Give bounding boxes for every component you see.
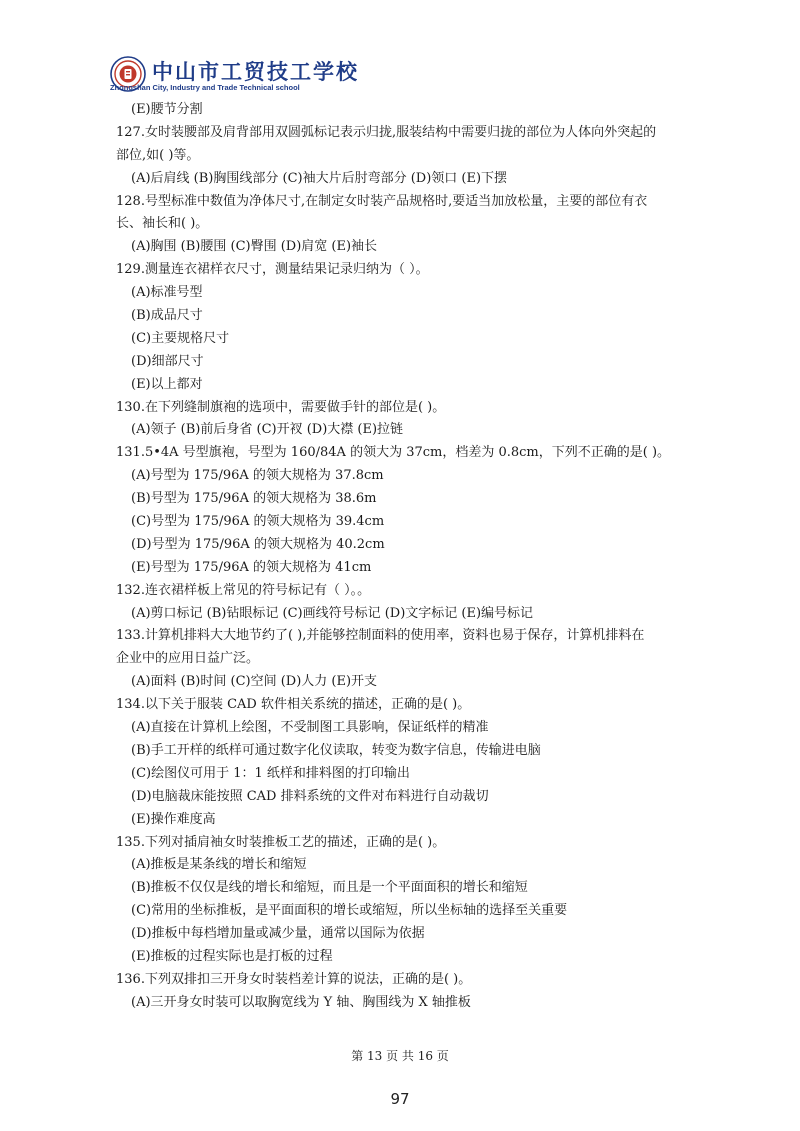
question-line: 135.下列对插肩袖女时装推板工艺的描述，正确的是( )。	[116, 834, 446, 850]
answer-option-line: (E)操作难度高	[131, 811, 216, 827]
answer-option-line: (C)常用的坐标推板，是平面面积的增长或缩短，所以坐标轴的选择至关重要	[131, 903, 568, 919]
answer-option-line: (E)腰节分割	[131, 102, 203, 117]
question-line: 129.测量连衣裙样衣尺寸，测量结果记录归纳为（ ）。	[116, 262, 429, 278]
answer-option-line: (A)胸围 (B)腰围 (C)臀围 (D)肩宽 (E)袖长	[131, 239, 378, 255]
answer-option-line: (A)三开身女时装可以取胸宽线为 Y 轴、胸围线为 X 轴推板	[131, 994, 471, 1010]
answer-option-line: (A)标准号型	[131, 285, 203, 301]
answer-option-line: (D)号型为 175/96A 的领大规格为 40.2cm	[131, 536, 385, 552]
question-line: 127.女时装腰部及肩背部用双圆弧标记表示归拢,服装结构中需要归拢的部位为人体向外突起的	[116, 124, 657, 140]
answer-option-line: (B)号型为 175/96A 的领大规格为 38.6m	[131, 491, 377, 507]
question-line: 130.在下列缝制旗袍的选项中，需要做手针的部位是( )。	[116, 399, 446, 415]
answer-option-line: (B)推板不仅仅是线的增长和缩短，而且是一个平面面积的增长和缩短	[131, 880, 528, 896]
answer-option-line: (E)以上都对	[131, 376, 203, 392]
question-line: 长、袖长和( )。	[116, 216, 209, 232]
answer-option-line: (D)细部尺寸	[131, 353, 204, 369]
answer-option-line: (A)面料 (B)时间 (C)空间 (D)人力 (E)开支	[131, 674, 378, 690]
answer-option-line: (A)号型为 175/96A 的领大规格为 37.8cm	[131, 468, 384, 484]
answer-option-line: (A)直接在计算机上绘图，不受制图工具影响，保证纸样的精准	[131, 720, 489, 736]
answer-option-line: (D)推板中每档增加量或减少量，通常以国际为依据	[131, 926, 425, 942]
page-info: 第 13 页 共 16 页	[351, 1049, 449, 1063]
question-line: 131.5•4A 号型旗袍，号型为 160/84A 的领大为 37cm，档差为 0.8cm，下列不正确的是( )。	[116, 445, 671, 461]
question-line: 企业中的应用日益广泛。	[116, 651, 260, 667]
question-line: 部位,如( )等。	[116, 147, 200, 163]
answer-option-line: (A)剪口标记 (B)钻眼标记 (C)画线符号标记 (D)文字标记 (E)编号标记	[131, 605, 534, 621]
question-line: 136.下列双排扣三开身女时装档差计算的说法，正确的是( )。	[116, 971, 472, 987]
answer-option-line: (B)手工开样的纸样可通过数字化仪读取，转变为数字信息，传输进电脑	[131, 742, 541, 758]
answer-option-line: (C)主要规格尺寸	[131, 330, 230, 346]
answer-option-line: (D)电脑裁床能按照 CAD 排料系统的文件对布料进行自动裁切	[131, 788, 489, 804]
exam-question-list	[116, 99, 684, 1015]
school-name: 中山市工贸技工学校	[152, 60, 359, 84]
page-number: 97	[390, 1090, 410, 1108]
answer-option-line: (E)推板的过程实际也是打板的过程	[131, 948, 333, 964]
answer-option-line: (B)成品尺寸	[131, 308, 203, 324]
answer-option-line: (A)推板是某条线的增长和缩短	[131, 857, 307, 873]
answer-option-line: (A)领子 (B)前后身省 (C)开衩 (D)大襟 (E)拉链	[131, 422, 404, 438]
question-line: 134.以下关于服装 CAD 软件相关系统的描述，正确的是( )。	[116, 697, 471, 713]
answer-option-line: (C)绘图仪可用于 1：1 纸样和排料图的打印输出	[131, 765, 410, 781]
school-header	[110, 56, 360, 96]
question-line: 132.连衣裙样板上常见的符号标记有（ ）。。	[116, 582, 371, 598]
question-line: 128.号型标准中数值为净体尺寸,在制定女时装产品规格时,要适当加放松量，主要的部位有衣	[116, 193, 648, 209]
answer-option-line: (C)号型为 175/96A 的领大规格为 39.4cm	[131, 514, 385, 530]
answer-option-line: (A)后肩线 (B)胸围线部分 (C)袖大片后肘弯部分 (D)领口 (E)下摆	[131, 170, 508, 186]
answer-option-line: (E)号型为 175/96A 的领大规格为 41cm	[131, 559, 372, 575]
school-name-english: Zhongshan City, Industry and Trade Technical school	[110, 83, 300, 92]
question-line: 133.计算机排料大大地节约了( ),并能够控制面料的使用率，资料也易于保存，计算机排料在	[116, 628, 645, 644]
